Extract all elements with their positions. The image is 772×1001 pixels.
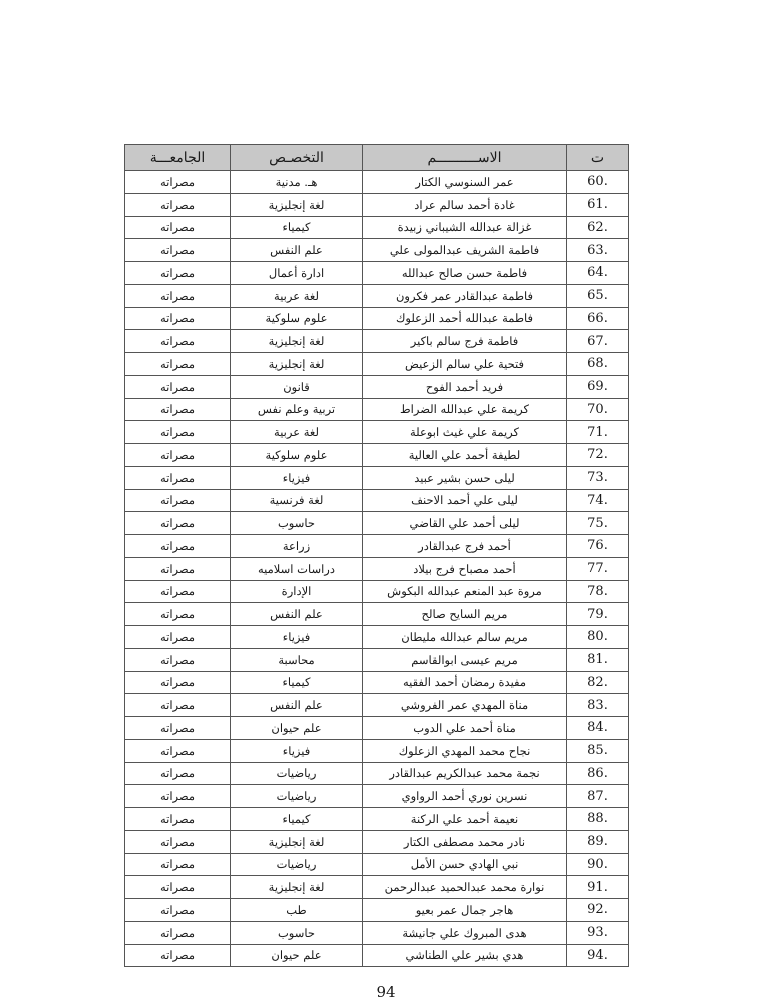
specialization: لغة فرنسية	[231, 489, 363, 512]
row-number: 76.	[567, 535, 629, 558]
row-number: 92.	[567, 899, 629, 922]
row-number: 72.	[567, 444, 629, 467]
row-number: 68.	[567, 353, 629, 376]
university: مصراته	[125, 421, 231, 444]
row-number: 94.	[567, 944, 629, 967]
student-name: كريمة علي عبدالله الضراط	[363, 398, 567, 421]
row-number: 86.	[567, 762, 629, 785]
university: مصراته	[125, 512, 231, 535]
specialization: رياضيات	[231, 853, 363, 876]
university: مصراته	[125, 762, 231, 785]
university: مصراته	[125, 717, 231, 740]
row-number: 63.	[567, 239, 629, 262]
specialization: علم حيوان	[231, 717, 363, 740]
row-number: 80.	[567, 626, 629, 649]
university: مصراته	[125, 535, 231, 558]
row-number: 75.	[567, 512, 629, 535]
university: مصراته	[125, 785, 231, 808]
student-name: مريم السايح صالح	[363, 603, 567, 626]
row-number: 81.	[567, 648, 629, 671]
table-row	[125, 330, 629, 353]
university: مصراته	[125, 284, 231, 307]
student-name: نجمة محمد عبدالكريم عبدالقادر	[363, 762, 567, 785]
student-name: كريمة علي غيث ابوعلة	[363, 421, 567, 444]
university: مصراته	[125, 899, 231, 922]
students-table	[124, 144, 629, 967]
page-number: 94	[376, 983, 396, 1001]
header-specialization: التخصـص	[231, 145, 363, 171]
university: مصراته	[125, 239, 231, 262]
table-row	[125, 648, 629, 671]
student-name: عمر السنوسي الكتار	[363, 171, 567, 194]
student-name: هاجر جمال عمر بعيو	[363, 899, 567, 922]
specialization: محاسبة	[231, 648, 363, 671]
student-name: نجاح محمد المهدي الزعلوك	[363, 739, 567, 762]
table-row	[125, 899, 629, 922]
specialization: فيزياء	[231, 626, 363, 649]
student-name: فاطمة فرج سالم باكير	[363, 330, 567, 353]
table-header	[125, 145, 629, 171]
specialization: فيزياء	[231, 466, 363, 489]
university: مصراته	[125, 603, 231, 626]
table-row	[125, 671, 629, 694]
specialization: علم النفس	[231, 694, 363, 717]
row-number: 79.	[567, 603, 629, 626]
student-name: نادر محمد مصطفى الكتار	[363, 830, 567, 853]
row-number: 82.	[567, 671, 629, 694]
specialization: ادارة أعمال	[231, 262, 363, 285]
row-number: 83.	[567, 694, 629, 717]
row-number: 61.	[567, 193, 629, 216]
specialization: علم النفس	[231, 603, 363, 626]
table-row	[125, 398, 629, 421]
table-row	[125, 444, 629, 467]
student-name: فاطمة عبدالقادر عمر فكرون	[363, 284, 567, 307]
table-row	[125, 717, 629, 740]
header-name: الاســــــــــم	[363, 145, 567, 171]
university: مصراته	[125, 353, 231, 376]
specialization: كيمياء	[231, 808, 363, 831]
table-row	[125, 421, 629, 444]
table-row	[125, 785, 629, 808]
specialization: لغة إنجليزية	[231, 330, 363, 353]
student-name: ليلى حسن بشير عبيد	[363, 466, 567, 489]
header-number: ت	[567, 145, 629, 171]
specialization: لغة إنجليزية	[231, 353, 363, 376]
specialization: طب	[231, 899, 363, 922]
table-row	[125, 830, 629, 853]
university: مصراته	[125, 307, 231, 330]
table-row	[125, 262, 629, 285]
table-row	[125, 944, 629, 967]
row-number: 70.	[567, 398, 629, 421]
student-name: مفيدة رمضان أحمد الفقيه	[363, 671, 567, 694]
row-number: 91.	[567, 876, 629, 899]
table-row	[125, 512, 629, 535]
specialization: زراعة	[231, 535, 363, 558]
student-name: هدي بشير علي الطناشي	[363, 944, 567, 967]
row-number: 73.	[567, 466, 629, 489]
student-name: مناة أحمد علي الدوب	[363, 717, 567, 740]
university: مصراته	[125, 648, 231, 671]
row-number: 93.	[567, 921, 629, 944]
university: مصراته	[125, 876, 231, 899]
specialization: علوم سلوكية	[231, 444, 363, 467]
student-name: ليلى علي أحمد الاحنف	[363, 489, 567, 512]
student-name: فاطمة عبدالله أحمد الزعلوك	[363, 307, 567, 330]
specialization: حاسوب	[231, 512, 363, 535]
student-name: مريم عيسى ابوالقاسم	[363, 648, 567, 671]
table-row	[125, 353, 629, 376]
specialization: الإدارة	[231, 580, 363, 603]
row-number: 78.	[567, 580, 629, 603]
specialization: علوم سلوكية	[231, 307, 363, 330]
specialization: كيمياء	[231, 671, 363, 694]
specialization: علم حيوان	[231, 944, 363, 967]
row-number: 89.	[567, 830, 629, 853]
table-row	[125, 580, 629, 603]
university: مصراته	[125, 216, 231, 239]
specialization: لغة إنجليزية	[231, 193, 363, 216]
table-row	[125, 489, 629, 512]
row-number: 62.	[567, 216, 629, 239]
table-row	[125, 876, 629, 899]
row-number: 60.	[567, 171, 629, 194]
row-number: 77.	[567, 557, 629, 580]
row-number: 87.	[567, 785, 629, 808]
university: مصراته	[125, 830, 231, 853]
table-row	[125, 284, 629, 307]
university: مصراته	[125, 375, 231, 398]
university: مصراته	[125, 489, 231, 512]
university: مصراته	[125, 193, 231, 216]
student-name: فاطمة حسن صالح عبدالله	[363, 262, 567, 285]
student-name: أحمد مصباح فرج بيلاد	[363, 557, 567, 580]
table-body	[125, 171, 629, 967]
university: مصراته	[125, 330, 231, 353]
university: مصراته	[125, 739, 231, 762]
university: مصراته	[125, 694, 231, 717]
student-name: ليلى أحمد علي القاضي	[363, 512, 567, 535]
university: مصراته	[125, 466, 231, 489]
student-name: مروة عبد المنعم عبدالله البكوش	[363, 580, 567, 603]
row-number: 90.	[567, 853, 629, 876]
student-name: نسرين نوري أحمد الرواوي	[363, 785, 567, 808]
row-number: 85.	[567, 739, 629, 762]
header-row	[125, 145, 629, 171]
student-name: مريم سالم عبدالله مليطان	[363, 626, 567, 649]
student-name: لطيفة أحمد علي العالية	[363, 444, 567, 467]
table-row	[125, 694, 629, 717]
table-row	[125, 193, 629, 216]
table-row	[125, 739, 629, 762]
student-name: غادة أحمد سالم عراد	[363, 193, 567, 216]
university: مصراته	[125, 444, 231, 467]
header-university: الجامعـــة	[125, 145, 231, 171]
specialization: لغة إنجليزية	[231, 876, 363, 899]
student-name: أحمد فرج عبدالقادر	[363, 535, 567, 558]
table-row	[125, 762, 629, 785]
table-row	[125, 216, 629, 239]
row-number: 67.	[567, 330, 629, 353]
row-number: 69.	[567, 375, 629, 398]
university: مصراته	[125, 557, 231, 580]
university: مصراته	[125, 171, 231, 194]
student-name: فتحية علي سالم الزعيض	[363, 353, 567, 376]
specialization: لغة إنجليزية	[231, 830, 363, 853]
university: مصراته	[125, 398, 231, 421]
table-row	[125, 466, 629, 489]
student-name: فريد أحمد الفوح	[363, 375, 567, 398]
university: مصراته	[125, 808, 231, 831]
specialization: فيزياء	[231, 739, 363, 762]
specialization: لغة عربية	[231, 421, 363, 444]
row-number: 66.	[567, 307, 629, 330]
student-name: نوارة محمد عبدالحميد عبدالرحمن	[363, 876, 567, 899]
table-row	[125, 603, 629, 626]
table-row	[125, 626, 629, 649]
specialization: دراسات اسلاميه	[231, 557, 363, 580]
university: مصراته	[125, 580, 231, 603]
specialization: هـ. مدنية	[231, 171, 363, 194]
specialization: تربية وعلم نفس	[231, 398, 363, 421]
row-number: 74.	[567, 489, 629, 512]
row-number: 84.	[567, 717, 629, 740]
specialization: رياضيات	[231, 762, 363, 785]
row-number: 88.	[567, 808, 629, 831]
student-name: نعيمة أحمد علي الركنة	[363, 808, 567, 831]
university: مصراته	[125, 626, 231, 649]
table-row	[125, 307, 629, 330]
table-row	[125, 171, 629, 194]
university: مصراته	[125, 921, 231, 944]
row-number: 64.	[567, 262, 629, 285]
university: مصراته	[125, 944, 231, 967]
specialization: لغة عربية	[231, 284, 363, 307]
student-name: هدى المبروك علي جانيشة	[363, 921, 567, 944]
university: مصراته	[125, 853, 231, 876]
specialization: كيمياء	[231, 216, 363, 239]
student-name: فاطمة الشريف عبدالمولى علي	[363, 239, 567, 262]
row-number: 71.	[567, 421, 629, 444]
table-row	[125, 853, 629, 876]
specialization: حاسوب	[231, 921, 363, 944]
student-name: مناة المهدي عمر الفروشي	[363, 694, 567, 717]
specialization: قانون	[231, 375, 363, 398]
row-number: 65.	[567, 284, 629, 307]
university: مصراته	[125, 262, 231, 285]
table-row	[125, 557, 629, 580]
student-name: غزالة عبدالله الشيباني زبيدة	[363, 216, 567, 239]
university: مصراته	[125, 671, 231, 694]
specialization: رياضيات	[231, 785, 363, 808]
table-row	[125, 535, 629, 558]
specialization: علم النفس	[231, 239, 363, 262]
table-row	[125, 375, 629, 398]
table-row	[125, 239, 629, 262]
table-row	[125, 808, 629, 831]
student-name: نبي الهادي حسن الأمل	[363, 853, 567, 876]
table-row	[125, 921, 629, 944]
